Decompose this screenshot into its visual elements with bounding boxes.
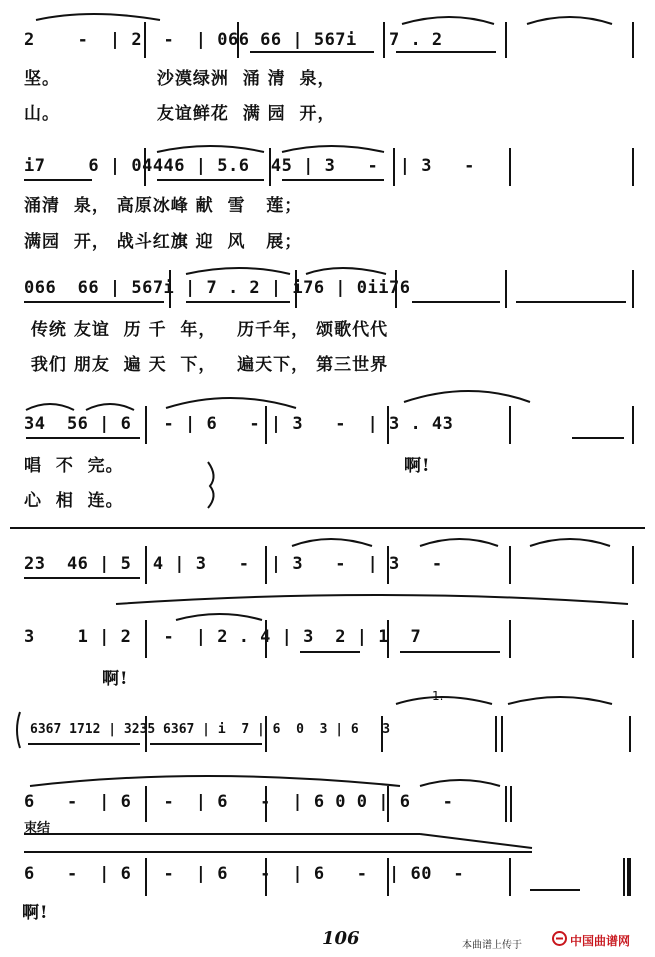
page-number: 106: [322, 928, 360, 949]
notation-line-1: 2 - | 2 - | 066 66 | 567i 7 . 2: [24, 30, 443, 50]
notation-line-5: 23 46 | 5 4 | 3 - | 3 - | 3 -: [24, 554, 443, 574]
notation-line-9: 6 - | 6 - | 6 - | 6 - | 60 -: [24, 864, 465, 884]
lyric-line-4a: 唱 不 完。: [24, 456, 124, 476]
notation-line-6: 3 1 | 2 - | 2 . 4 | 3 2 | 1 7: [24, 627, 422, 647]
notation-line-8: 6 - | 6 - | 6 - | 6 0 0 | 6 -: [24, 792, 454, 812]
lyric-line-2a: 涌清 泉， 高原冰峰 献 雪 莲；: [24, 196, 303, 216]
lyric-line-1b: 山。 友谊鲜花 满 园 开，: [24, 104, 336, 124]
lyric-line-6: 啊!: [102, 669, 129, 689]
lyric-line-3a: 传统 友谊 历 千 年， 历千年， 颂歌代代: [24, 320, 389, 340]
site-brand[interactable]: 中国曲谱网: [570, 934, 631, 948]
volta-label: 1.: [432, 689, 444, 703]
lyric-line-3b: 我们 朋友 遍 天 下， 遍天下， 第三世界: [24, 355, 389, 375]
site-logo-icon: [552, 931, 567, 946]
notation-line-7: 6367 1712 | 3235 6367 | i 7 | 6 0 3 | 6 3: [30, 722, 391, 737]
lyric-line-9: 啊!: [22, 903, 49, 923]
lyric-line-4b: 心 相 连。: [24, 491, 124, 511]
lyric-line-4c: 啊!: [404, 456, 431, 476]
notation-line-3: 066 66 | 567i | 7 . 2 | i76 | 0ii76: [24, 278, 411, 298]
lyric-line-1a: 坚。 沙漠绿洲 涌 清 泉，: [24, 69, 336, 89]
notation-line-2: i7 6 | 04446 | 5.6 45 | 3 - | 3 -: [24, 156, 475, 176]
notation-line-4: 34 56 | 6 - | 6 - | 3 - | 3 . 43: [24, 414, 454, 434]
upload-note: 本曲谱上传于: [462, 940, 522, 951]
ending-label: 束结: [24, 821, 51, 836]
lyric-line-2b: 满园 开， 战斗红旗 迎 风 展；: [24, 232, 303, 252]
